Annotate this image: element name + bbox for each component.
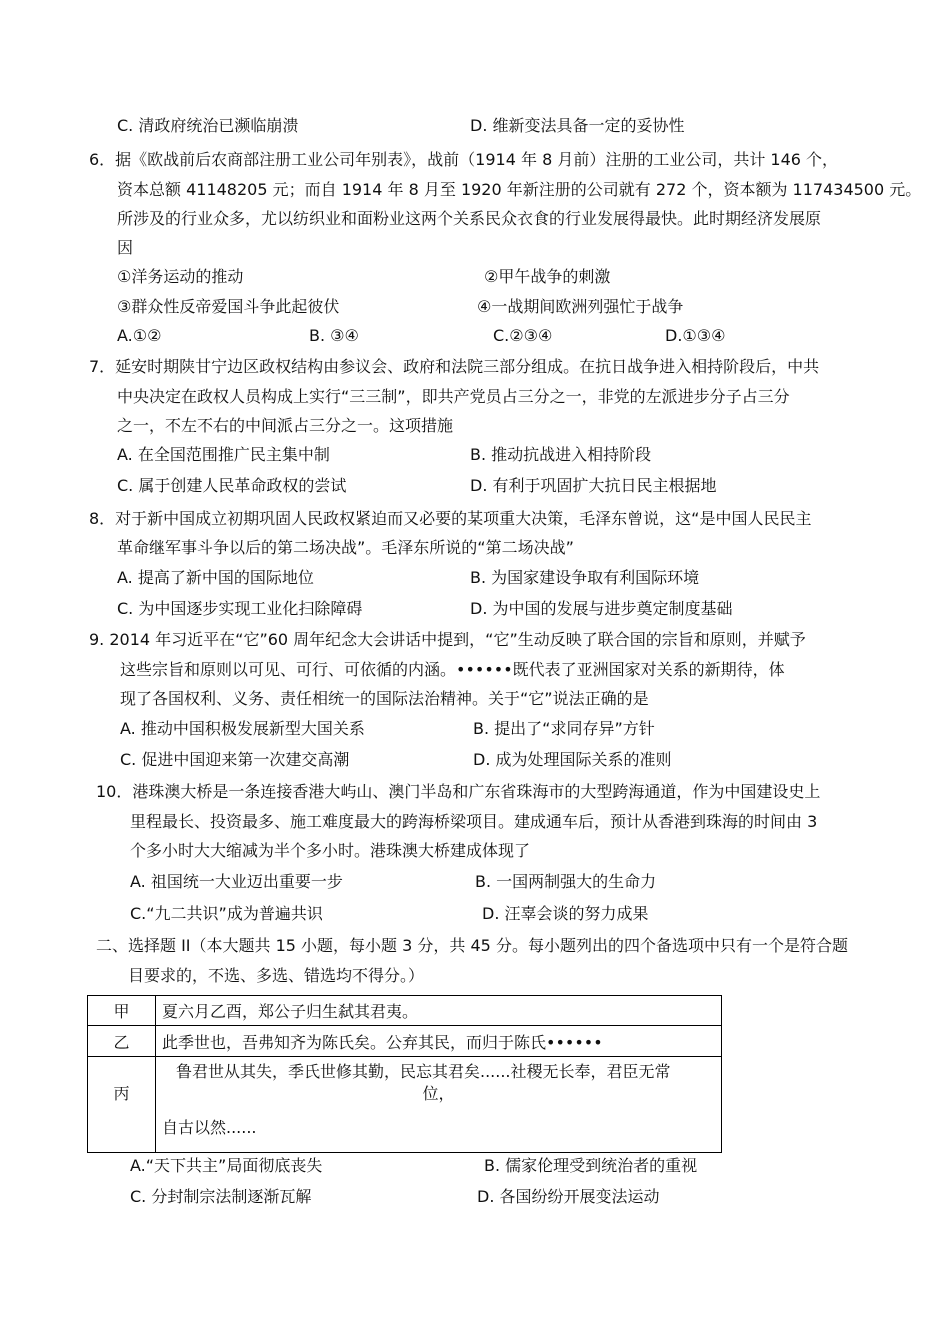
q9-option-c: C. 促进中国迎来第一次建交高潮 xyxy=(120,750,350,769)
q6-option-c: C.②③④ xyxy=(493,326,553,345)
q10-option-c: C.“九二共识”成为普遍共识 xyxy=(130,904,323,923)
q6-stem-line-4: 因 xyxy=(117,238,134,257)
q6-stem-line-1: 6．据《欧战前后农商部注册工业公司年别表》，战前（1914 年 8 月前）注册的工业公司，共计 146 个， xyxy=(89,150,839,169)
q5-option-c: C. 清政府统治已濒临崩溃 xyxy=(117,116,299,135)
q8-option-d: D. 为中国的发展与进步奠定制度基础 xyxy=(470,599,733,618)
table-row xyxy=(88,1057,722,1153)
q8-stem-line-1: 8．对于新中国成立初期巩固人民政权紧迫而又必要的某项重大决策，毛泽东曾说，这“是中国人民民主 xyxy=(89,509,812,528)
section-2-heading-line-2: 目要求的，不选、多选、错选均不得分。） xyxy=(128,966,425,985)
q9-option-a: A. 推动中国积极发展新型大国关系 xyxy=(120,719,365,738)
q10-option-d: D. 汪辜会谈的努力成果 xyxy=(482,904,649,923)
row-text-bing-line-3: 自古以然...... xyxy=(162,1118,257,1137)
q6-item-4: ④一战期间欧洲列强忙于战争 xyxy=(477,297,684,316)
q9-stem-line-2: 这些宗旨和原则以可见、可行、可依循的内涵。••••••既代表了亚洲国家对关系的新期待，体 xyxy=(120,660,785,679)
q9-stem-line-3: 现了各国权利、义务、责任相统一的国际法治精神。关于“它”说法正确的是 xyxy=(120,689,649,708)
q6-option-d: D.①③④ xyxy=(665,326,726,345)
q6-item-1: ①洋务运动的推动 xyxy=(117,267,244,286)
q7-stem-line-1: 7．延安时期陕甘宁边区政权结构由参议会、政府和法院三部分组成。在抗日战争进入相持阶段后，中共 xyxy=(89,357,820,376)
row-text-bing xyxy=(156,1057,722,1153)
q6-item-2: ②甲午战争的刺激 xyxy=(484,267,611,286)
q10-stem-line-3: 个多小时大大缩减为半个多小时。港珠澳大桥建成体现了 xyxy=(130,841,531,860)
q10-option-b: B. 一国两制强大的生命力 xyxy=(475,872,657,891)
q6-stem-line-2: 资本总额 41148205 元；而自 1914 年 8 月至 1920 年新注册的公司就有 272 个，资本额为 117434500 元。 xyxy=(117,180,922,199)
q6-stem-line-3: 所涉及的行业众多，尤以纺织业和面粉业这两个关系民众衣食的行业发展得最快。此时期经济发展原 xyxy=(117,209,822,228)
q8-stem-line-2: 革命继军事斗争以后的第二场决战”。毛泽东所说的“第二场决战” xyxy=(117,538,574,557)
row-label-bing: 丙 xyxy=(88,1057,156,1153)
q10-stem-line-1: 10．港珠澳大桥是一条连接香港大屿山、澳门半岛和广东省珠海市的大型跨海通道，作为中国建设史上 xyxy=(96,782,821,801)
q10-stem-line-2: 里程最长、投资最多、施工难度最大的跨海桥梁项目。建成通车后，预计从香港到珠海的时间由 3 xyxy=(130,812,818,831)
q8-option-b: B. 为国家建设争取有利国际环境 xyxy=(470,568,700,587)
q11-material-table xyxy=(87,995,722,1153)
row-label-jia: 甲 xyxy=(88,996,156,1026)
q7-option-c: C. 属于创建人民革命政权的尝试 xyxy=(117,476,347,495)
table-row xyxy=(88,1026,722,1057)
q9-stem-line-1: 9. 2014 年习近平在“它”60 周年纪念大会讲话中提到，“它”生动反映了联合国的宗旨和原则，并赋予 xyxy=(89,630,806,649)
q6-item-3: ③群众性反帝爱国斗争此起彼伏 xyxy=(117,297,340,316)
q8-option-a: A. 提高了新中国的国际地位 xyxy=(117,568,314,587)
q11-option-a: A.“天下共主”局面彻底丧失 xyxy=(130,1156,323,1175)
row-label-yi: 乙 xyxy=(88,1026,156,1057)
q8-option-c: C. 为中国逐步实现工业化扫除障碍 xyxy=(117,599,363,618)
q7-option-a: A. 在全国范围推广民主集中制 xyxy=(117,445,330,464)
q11-option-d: D. 各国纷纷开展变法运动 xyxy=(477,1187,660,1206)
table-row xyxy=(88,996,722,1026)
row-text-bing-line-1: 鲁君世从其失，季氏世修其勤，民忘其君矣......社稷无长奉，君臣无常 xyxy=(176,1062,671,1081)
q9-option-b: B. 提出了“求同存异”方针 xyxy=(473,719,655,738)
q11-option-c: C. 分封制宗法制逐渐瓦解 xyxy=(130,1187,312,1206)
row-text-yi: 此季世也，吾弗知齐为陈氏矣。公弃其民，而归于陈氏•••••• xyxy=(156,1026,722,1057)
q9-option-d: D. 成为处理国际关系的准则 xyxy=(473,750,672,769)
q7-option-b: B. 推动抗战进入相持阶段 xyxy=(470,445,652,464)
q5-option-d: D. 维新变法具备一定的妥协性 xyxy=(470,116,685,135)
q7-stem-line-2: 中央决定在政权人员构成上实行“三三制”，即共产党员占三分之一，非党的左派进步分子占三分 xyxy=(117,387,790,406)
row-text-bing-line-2: 位， xyxy=(422,1084,455,1103)
row-text-jia: 夏六月乙酉，郑公子归生弑其君夷。 xyxy=(156,996,722,1026)
q7-stem-line-3: 之一，不左不右的中间派占三分之一。这项措施 xyxy=(117,416,454,435)
q10-option-a: A. 祖国统一大业迈出重要一步 xyxy=(130,872,343,891)
section-2-heading-line-1: 二、选择题 II（本大题共 15 小题，每小题 3 分，共 45 分。每小题列出的四个备选项中只有一个是符合题 xyxy=(96,936,848,955)
q7-option-d: D. 有利于巩固扩大抗日民主根据地 xyxy=(470,476,717,495)
q6-option-a: A.①② xyxy=(117,326,162,345)
q6-option-b: B. ③④ xyxy=(309,326,359,345)
q11-option-b: B. 儒家伦理受到统治者的重视 xyxy=(484,1156,698,1175)
